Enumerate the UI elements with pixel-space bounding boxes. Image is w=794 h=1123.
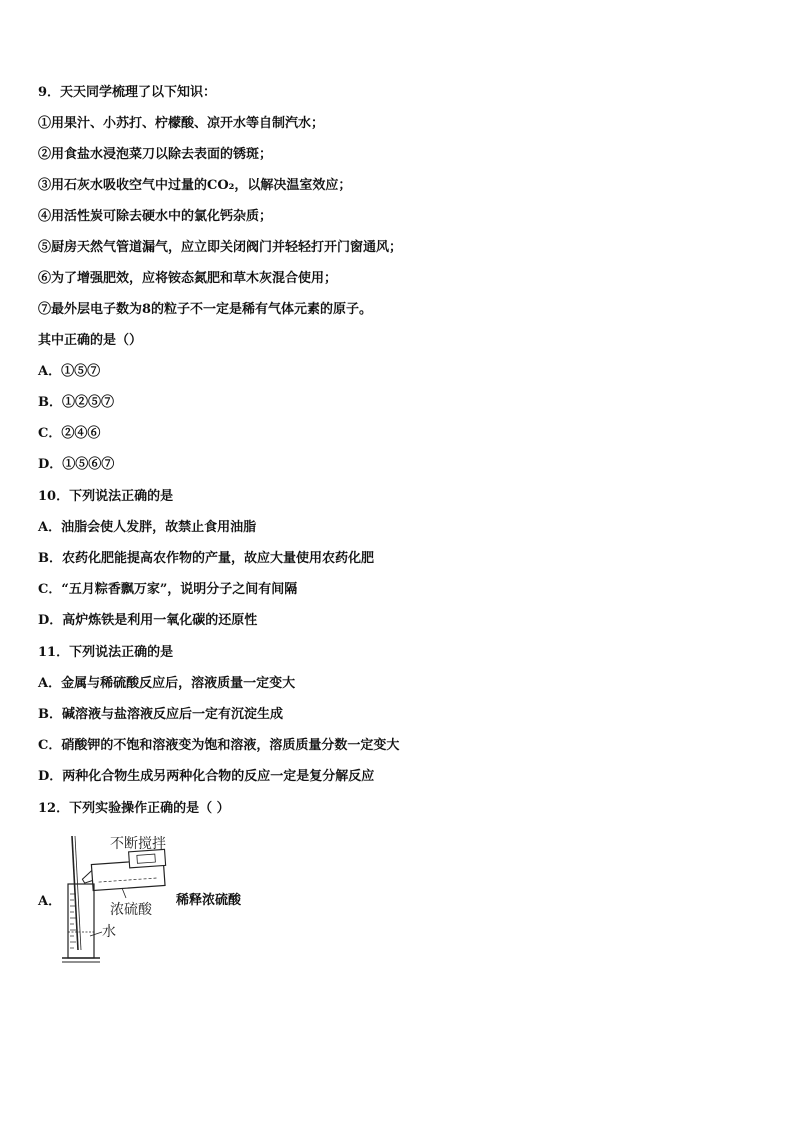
q11-option-b: B．碱溶液与盐溶液反应后一定有沉淀生成 [38, 707, 283, 722]
q11-option-d: D．两种化合物生成另两种化合物的反应一定是复分解反应 [38, 769, 375, 784]
q11-option-a: A．金属与稀硫酸反应后，溶液质量一定变大 [38, 676, 296, 691]
q9-item-5: ⑤厨房天然气管道漏气，应立即关闭阀门并轻轻打开门窗通风； [38, 240, 403, 255]
q9-item-3: ③用石灰水吸收空气中过量的CO₂，以解决温室效应； [38, 178, 352, 193]
label-acid: 浓硫酸 [110, 902, 152, 918]
q9-option-a: A．①⑤⑦ [38, 364, 101, 379]
q9-item-4: ④用活性炭可除去硬水中的氯化钙杂质； [38, 209, 273, 224]
label-stir: 不断搅拌 [110, 836, 166, 852]
q9-item-6: ⑥为了增强肥效，应将铵态氮肥和草木灰混合使用； [38, 271, 338, 286]
q9-title: 9．天天同学梳理了以下知识： [38, 85, 217, 100]
q9-option-c: C．②④⑥ [38, 426, 101, 441]
q12-option-a-letter: A． [38, 894, 62, 909]
q9-prompt: 其中正确的是（） [38, 333, 143, 348]
q10-option-b: B．农药化肥能提高农作物的产量，故应大量使用农药化肥 [38, 551, 374, 566]
q12-title: 12．下列实验操作正确的是（ ） [38, 801, 230, 816]
q9-item-2: ②用食盐水浸泡菜刀以除去表面的锈斑； [38, 147, 273, 162]
q9-item-7: ⑦最外层电子数为8的粒子不一定是稀有气体元素的原子。 [38, 302, 373, 317]
q10-option-a: A．油脂会使人发胖，故禁止食用油脂 [38, 520, 257, 535]
q10-title: 10．下列说法正确的是 [38, 489, 174, 504]
q9-item-1: ①用果汁、小苏打、柠檬酸、凉开水等自制汽水； [38, 116, 325, 131]
q10-option-d: D．高炉炼铁是利用一氧化碳的还原性 [38, 613, 258, 628]
q12-option-a-caption: 稀释浓硫酸 [176, 893, 242, 908]
q12-option-a [38, 832, 278, 972]
q11-title: 11．下列说法正确的是 [38, 645, 174, 660]
q11-option-c: C．硝酸钾的不饱和溶液变为饱和溶液，溶质质量分数一定变大 [38, 738, 400, 753]
label-water: 水 [102, 924, 116, 940]
q10-option-c: C．“五月粽香飘万家”，说明分子之间有间隔 [38, 582, 298, 597]
q9-option-b: B．①②⑤⑦ [38, 395, 114, 410]
dilution-diagram [58, 832, 173, 967]
q9-option-d: D．①⑤⑥⑦ [38, 457, 115, 472]
glass-rod [72, 836, 78, 950]
